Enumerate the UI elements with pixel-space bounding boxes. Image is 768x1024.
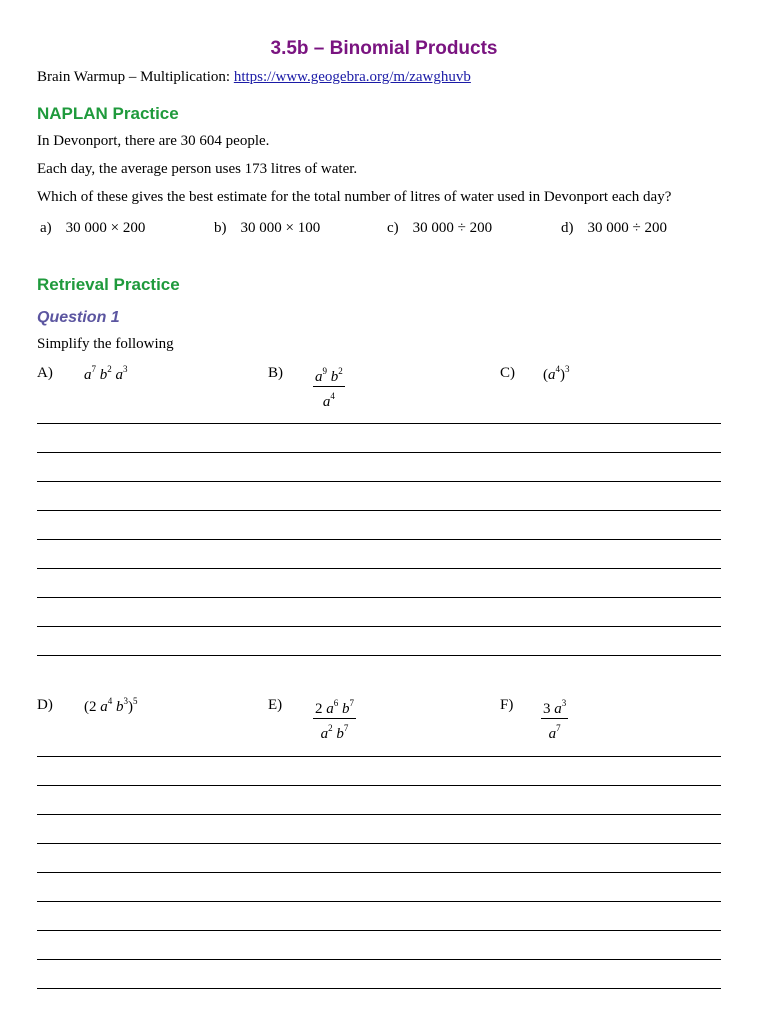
answer-line (37, 568, 721, 569)
answer-line (37, 814, 721, 815)
answer-line (37, 539, 721, 540)
answer-line (37, 423, 721, 424)
answer-line (37, 843, 721, 844)
answer-line (37, 785, 721, 786)
option-c-letter: c) (387, 220, 399, 236)
part-f-label: F) (500, 697, 514, 713)
answer-line (37, 597, 721, 598)
option-b-expression: 30 000 × 100 (240, 220, 321, 236)
brain-warmup-label: Brain Warmup – Multiplication: (37, 69, 234, 85)
option-b-letter: b) (214, 220, 227, 236)
option-a-expression: 30 000 × 200 (65, 220, 146, 236)
option-d (561, 219, 667, 237)
expression-c: $(a^4)^3$ (543, 364, 570, 383)
answer-line (37, 452, 721, 453)
answer-line (37, 481, 721, 482)
page-title: 3.5b – Binomial Products (270, 38, 498, 59)
naplan-heading: NAPLAN Practice (37, 104, 179, 123)
answer-line (37, 959, 721, 960)
option-c (387, 219, 492, 237)
answer-line (37, 756, 721, 757)
option-a-letter: a) (40, 220, 52, 236)
part-b-label: B) (268, 365, 283, 381)
answer-line (37, 872, 721, 873)
answer-line (37, 930, 721, 931)
expression-d: (2 $a^4$ $b^3)^5$ (84, 696, 138, 715)
retrieval-heading: Retrieval Practice (37, 275, 180, 294)
question-1-heading: Question 1 (37, 309, 120, 326)
option-d-expression: 30 000 ÷ 200 (587, 220, 667, 236)
option-c-expression: 30 000 ÷ 200 (412, 220, 493, 236)
naplan-paragraph-2: Each day, the average person uses 173 litres of water. (37, 161, 358, 177)
option-b (214, 219, 320, 237)
option-d-letter: d) (561, 220, 574, 236)
answer-line (37, 901, 721, 902)
expression-b: $\frac{a^9 b^2}{a^4}$ (313, 362, 345, 411)
brain-warmup (37, 68, 471, 86)
part-d-label: D) (37, 697, 53, 713)
naplan-question: Which of these gives the best estimate for the total number of litres of water used in Devonport each day? (37, 189, 672, 205)
geogebra-link[interactable]: https://www.geogebra.org/m/zawghuvb (233, 69, 471, 85)
part-e-label: E) (268, 697, 283, 713)
answer-line (37, 655, 721, 656)
instruction-text: Simplify the following (37, 336, 174, 352)
expression-f: $\frac{3 a^3}{a^7}$ (541, 694, 568, 743)
expression-a: $a^7$ $b^2$ $a^3$ (84, 364, 128, 383)
expression-e: $\frac{2 a^6 b^7}{a^2 b^7}$ (313, 694, 356, 743)
part-a-label: A) (37, 365, 53, 381)
answer-line (37, 626, 721, 627)
answer-line (37, 988, 721, 989)
naplan-paragraph-1: In Devonport, there are 30 604 people. (37, 133, 270, 149)
answer-line (37, 510, 721, 511)
option-a (40, 219, 145, 237)
part-c-label: C) (500, 365, 515, 381)
